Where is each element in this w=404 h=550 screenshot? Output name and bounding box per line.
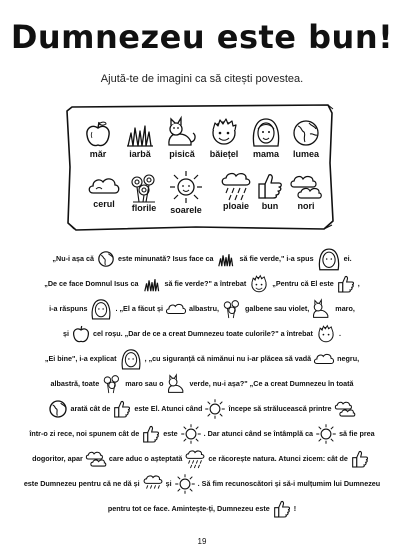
story-line-2: [2, 271, 402, 296]
legend-label: băiețel: [209, 149, 239, 159]
story-text: maro sau o: [125, 379, 164, 388]
thumbs-up-icon: [112, 399, 132, 419]
legend-item-clouds: [278, 173, 334, 211]
legend-item-sun: [158, 169, 214, 215]
mother-icon: [89, 297, 113, 321]
story-text: care aduc o așteptată: [108, 454, 183, 463]
story-line-7: [2, 396, 402, 421]
legend-label: florile: [131, 203, 157, 213]
story-text: „De ce face Domnul Isus ca: [44, 279, 139, 288]
rain-icon: [184, 449, 206, 469]
story-text: ei.: [343, 254, 352, 263]
legend-label: nori: [297, 201, 315, 211]
story-text: verde, nu-i așa?" „Ce a creat Dumnezeu în toată: [189, 379, 354, 388]
story-text: maro,: [335, 304, 355, 313]
mother-icon: [316, 246, 342, 272]
legend-label: măr: [89, 149, 107, 159]
story-text: „Ei bine", i-a explicat: [44, 354, 117, 363]
legend-item-globe: [278, 117, 334, 159]
apple-icon: [71, 324, 91, 344]
sky-cloud-icon: [165, 300, 187, 318]
flowers-icon: [101, 374, 123, 394]
legend-label: cerul: [93, 199, 115, 209]
legend-label: iarbă: [129, 149, 151, 159]
story-text: este El. Atunci când: [134, 404, 203, 413]
story-text: este: [163, 429, 178, 438]
story-text: !: [293, 504, 297, 513]
boy-icon: [315, 323, 337, 345]
cat-icon: [166, 373, 188, 395]
flowers-icon: [221, 299, 243, 319]
story-line-8: [2, 421, 402, 446]
story-text: și: [63, 329, 70, 338]
story-text: și: [165, 479, 172, 488]
story-line-9: [2, 446, 402, 471]
legend-label: bun: [261, 201, 279, 211]
story-text: . Să fim recunoscători și să-i mulțumim lui Dumnezeu: [197, 479, 381, 488]
thumbs-up-icon: [272, 499, 292, 519]
boy-icon: [248, 273, 270, 295]
boy-icon: [207, 115, 241, 149]
story-line-11: [2, 496, 402, 521]
story-text: arată cât de: [70, 404, 111, 413]
story-text: negru,: [337, 354, 360, 363]
story-text: dogoritor, apar: [32, 454, 83, 463]
story-line-5: [2, 346, 402, 371]
thumbs-up-icon: [141, 424, 161, 444]
grass-icon: [215, 250, 237, 268]
story-text: să fie prea: [339, 429, 375, 438]
story-text: . „El a făcut și: [115, 304, 164, 313]
story-text: să fie verde?" a întrebat: [164, 279, 247, 288]
page-number: 19: [197, 537, 207, 546]
story-text: „Nu-i așa că: [52, 254, 94, 263]
sky-cloud-icon: [313, 350, 335, 368]
thumbs-up-icon: [336, 274, 356, 294]
instructions: Ajută-te de imagini ca să citești povestea.: [100, 73, 304, 85]
story-text: i-a răspuns: [49, 304, 88, 313]
cat-icon: [311, 298, 333, 320]
story-text: ,: [357, 279, 360, 288]
clouds-icon: [334, 400, 356, 418]
page-title: Dumnezeu este bun!: [10, 18, 394, 56]
rain-icon: [142, 474, 164, 494]
story-text: ce răcorește natura. Atunci zicem: cât de: [208, 454, 348, 463]
grass-icon: [141, 275, 163, 293]
thumbs-up-icon: [350, 449, 370, 469]
story-line-1: [2, 246, 402, 271]
legend-label: soarele: [170, 205, 202, 215]
story-text: să fie verde," i-a spus: [239, 254, 314, 263]
story-line-6: [2, 371, 402, 396]
story-text: albastru,: [189, 304, 219, 313]
story-text: pentru tot ce face. Amintește-ți, Dumnezeu este: [107, 504, 270, 513]
flowers-icon: [127, 173, 161, 203]
cat-icon: [165, 115, 199, 149]
rebus-story: [2, 246, 402, 521]
story-line-10: [2, 471, 402, 496]
story-line-3: [2, 296, 402, 321]
story-text: „Pentru că El este: [272, 279, 334, 288]
story-text: într-o zi rece, noi spunem cât de: [29, 429, 140, 438]
sun-icon: [315, 423, 337, 445]
globe-icon: [48, 399, 68, 419]
sun-icon: [204, 398, 226, 420]
sun-icon: [168, 169, 204, 205]
globe-icon: [96, 250, 116, 268]
legend-label: pisică: [169, 149, 195, 159]
legend-label: lumea: [292, 149, 319, 159]
globe-icon: [290, 117, 322, 149]
story-text: începe să strălucească printre: [228, 404, 332, 413]
story-text: cel roșu. „Dar de ce a creat Dumnezeu toate culorile?" a întrebat: [93, 329, 313, 338]
sun-icon: [174, 473, 196, 495]
apple-icon: [83, 119, 113, 149]
grass-icon: [125, 119, 155, 149]
legend-label: ploaie: [222, 201, 249, 211]
story-text: . Dar atunci când se întâmplă ca: [203, 429, 314, 438]
story-text: .: [338, 329, 341, 338]
clouds-icon: [85, 450, 107, 468]
story-text: galbene sau violet,: [244, 304, 310, 313]
story-text: , „cu siguranță că nimănui nu i-ar plăcea să vadă: [144, 354, 312, 363]
clouds-icon: [289, 173, 323, 201]
mother-icon: [119, 347, 143, 371]
story-text: este minunată? Isus face ca: [117, 254, 214, 263]
story-line-4: [2, 321, 402, 346]
story-text: albastră, toate: [50, 379, 100, 388]
sun-icon: [180, 423, 202, 445]
picture-legend: [66, 103, 334, 231]
legend-label: mama: [252, 149, 279, 159]
story-text: este Dumnezeu pentru că ne dă și: [23, 479, 140, 488]
